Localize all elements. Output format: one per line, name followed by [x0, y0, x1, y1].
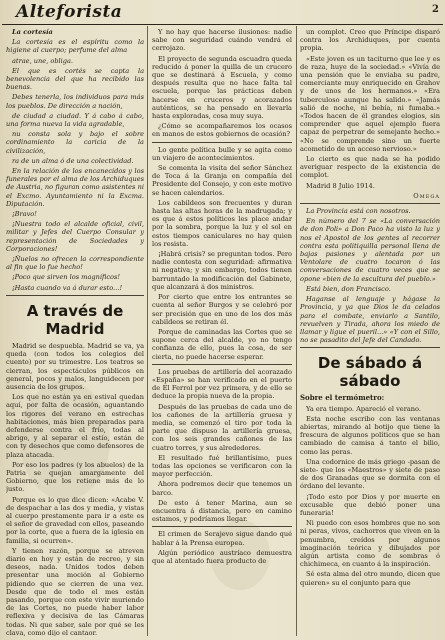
masthead — [2, 2, 292, 24]
column-1 — [6, 28, 144, 636]
text-paragraph: Madrid se despuebla. Madrid se va, ya queda (con todos los colegios del cuento) por su trimestre. Los teatros se cierran, los espectáculos públicos en general, pocos y malos, languidecen por ausencia de los grupos. — [6, 341, 144, 391]
text-paragraph: La Provincia está con nosotros. — [306, 207, 411, 216]
text-paragraph: Una codornice de más griego -pasan de siete- que los «Maestros» y siete de paso de dos Granadas que se dormita con el órdano del levante. — [300, 457, 440, 491]
section-rule — [152, 142, 292, 143]
text-paragraph: Debes tenerla, los individuos para más los pueblos. De dirección a nación, — [6, 93, 144, 110]
text-paragraph: de ciudad a ciudad. Y á cabo á cabo, una forma nueva la vida agradable, — [6, 111, 144, 129]
text-paragraph: atrae, une, obliga. — [12, 56, 74, 65]
text-paragraph: De esto á tener Marina, aun se encuentra á distancia, pero en camino estamos, y podríamos llegar. — [152, 498, 292, 524]
text-paragraph: Haganse al lenguaje y hágase la Provincia, y ya que Dios le da celados para el combate, enviarlo a Santilo, revuelven y Tirada, ahora los miedo de llamar y ligue el pueril...» «Y con el Sillo, no se pasadito del Jefe del Candado. — [300, 295, 440, 345]
text-paragraph: Porque de caminadas las Cortes que se supone cerca del alcalde, yo no tengo confianza de ello, pues la cosa, de ser cierta, no puede hacerse esperar. — [152, 327, 292, 361]
text-paragraph: El que es cortés se capta la benevolencia del que ha recibido las buenas. — [6, 66, 144, 92]
dateline: Madrid 8 Julio 1914. — [306, 181, 375, 190]
text-paragraph: Algún periódico austríaco demuestra que al atentado fuera producto de — [152, 548, 292, 565]
section-rule — [152, 364, 292, 365]
text-paragraph: Y tienen razón, porque se atreven diario en hoy y están de recreo, y sin deseos, nada. Unidos todos deben presentar una moción al Gobierno pidiendo que se cierren de una vez. Desde que de todo el mes están pasando, porque con este vivir muriendo de las Cortes, no puede haber labor reflexiva y decisiva de las Cámaras todas. Ni que saber, sale por qué se les clava, como dijo el cantaor. — [6, 546, 144, 636]
masthead-title: Alteforista — [16, 2, 123, 22]
text-paragraph: ¡Nuestra todo el alcalde oficial, civil, militar y Jefes del Cuerpo Consular y representación de Sociedades y Corporaciones! — [6, 220, 144, 253]
column-2 — [152, 28, 292, 636]
text-paragraph: Está bien, don Francisco. — [306, 284, 391, 293]
text-paragraph: Ni puedo con esos hombres que no son ni peras, vivos, cachorros que viven en la penumbra, creídos por algunos imaginación teórica y dibujados por algún artista como de sombras ó chichimeca, en cuanto á la inspiración. — [300, 519, 440, 569]
text-paragraph: El proyecto de segunda escuadra queda reducido á poner la quilla de un crucero que se destinará á Escuela, y como después resulta que no hace falta tal escuela, porque las prácticas deben hacerse en cruceros y acorazados auténticos, se ha pensado en llevarla hasta exploradas, cosa muy suya. — [152, 54, 292, 121]
section-rule — [6, 295, 144, 296]
signature: Omega — [413, 191, 440, 200]
text-paragraph: ¡Hasta cuando va á durar esto...! — [12, 283, 123, 292]
text-paragraph: Por cierto que entre los entrantes se cuenta al señor Burgos y se celebró por ser precisión que en uno de los dos más cabildeos se retiran él. — [152, 293, 292, 326]
text-paragraph: El resultado fué brillantísimo, pues todas las opciones se verificaron con la mayor perfección. — [152, 453, 292, 479]
text-paragraph: Los cabildeos son frecuentes y duran hasta las altas horas de la madrugada; y es que á estos políticos les place andar por la sombra, porque la luz y el sol en estos tiempos caniculares no hay quien los resista. — [152, 198, 292, 248]
headline: De sábado á sábado — [317, 354, 423, 391]
text-paragraph: nu consta sola y bajo el sobre cordinamiento la caricia de la civilización, — [6, 130, 144, 155]
text-paragraph: La cortesía es el espíritu como la higiene al cuerpo; perfume del alma — [6, 38, 144, 55]
text-paragraph: ¿Cómo se acompañaremos los ocasos en manos de estos gobiernos de ocasión? — [152, 122, 292, 139]
text-paragraph: En la relación de los encanecidos y los funerales por el alma de los Archiduques de Austria, no figuran como asistentes ni el Excmo. Ayuntamiento ni la Excma. Diputación. — [6, 167, 144, 208]
text-paragraph: «Este joven es un taciturno que lee y es de raza, huye de la sociedad.» «Vivía de una pensión que le enviaba su padre, comerciante muy enriquecido en Grahov y de unos de los hermanos.» «Era tuberculoso aunque ha salido.» «Jamás salió de noche, ni bebía, ni fumaba.» «Todos hacen de él grandes elogios, sin comprender que aquel ejemplo fuera capaz de perpetrar de semejante hecho.» «No se comprende sino un fuerte acometido de un acceso nervioso.» — [300, 54, 440, 153]
section-rule — [152, 526, 292, 527]
text-paragraph: Ahora podremos decir que tenemos un barco. — [152, 480, 292, 497]
text-paragraph: ra de un alma ó de una colectividad. — [12, 156, 134, 165]
text-paragraph: ¡Habrá crisis? se preguntan todos. Pero nadie contesta con seguridad: afirmativa ni negativa; y sin embargo, todos tienen barruntado la modificación del Gabinete, que alcanzará á dos ministros. — [152, 250, 292, 291]
section-rule — [300, 203, 440, 204]
text-paragraph: Lo gente política bulle y se agita como un viajero de acontecimientos. — [152, 145, 292, 162]
masthead-rule — [2, 24, 443, 25]
text-paragraph: Lo cierto es que nada se ha podido averiguar respecto de la existencia de complot. — [300, 155, 440, 180]
text-paragraph: En número del 7 se «La conversación de don Poli» a Don Paco ha visto la luz y nos el Apostol de los gentes al recorrer contra esta politiquilla personal llena de bajas pasiones y alentada por un Ventolare de cuatro tocaron ó las conversaciones de cuatro veces que se opone «bien de la escultura del pueblo.» — [300, 217, 440, 283]
text-paragraph: un complot. Creo que Príncipe disparó contra los Archiduques, por cuenta propia. — [300, 28, 440, 53]
text-paragraph: Sé esta alma del otro mundo, dicen que quieren» su el conjunto para que — [300, 570, 440, 587]
column-3 — [300, 28, 440, 636]
text-paragraph: Esta noche escribo con las ventanas abiertas, mirando al botijo que tiene la frescura de algunos políticos que se han cambiado de camisa á tanto el bilio, como las peras. — [300, 414, 440, 456]
section-rule — [300, 347, 440, 348]
page-number: 2 — [432, 4, 439, 15]
text-paragraph: Por eso los padres (y los abuelos) de la Patria se quejan amargamente del Gobierno, que los retiene más de lo justo. — [6, 460, 144, 494]
text-paragraph: Y no hay que hacerse ilusiones: nadie sabe con seguridad cuándo vendrá el cerrojazo. — [152, 28, 292, 53]
text-paragraph: Los pruebas de artillería del acorazado «España» se han verificado en el puerto de El Ferrol por vez primera, y de ello se deduce la propia nueva de la propia. — [152, 367, 292, 401]
text-paragraph: ¡Ñuelos no ofrecen la correspondiente al fin que lo fue hecho! — [6, 255, 144, 272]
headline: A través de Madrid — [26, 301, 124, 338]
column-divider — [147, 26, 148, 636]
text-paragraph: Porque es lo que dice dicen: «Acabe V. de despachar a las dos y media, y vistas al cuerpo prestamente para ir a este es el señor de gravedad con ellos, paseando por la corte, que a fuera de la iglesia en familia, si ocurren». — [6, 495, 144, 545]
text-paragraph: ¡Bravo! — [12, 210, 37, 219]
text-paragraph: ¡Todo esto por Dios y por muerte en excusable que debió poner una funeraria! — [300, 492, 440, 517]
text-paragraph: Ya era tiempo. Apareció el verano. — [306, 404, 421, 413]
text-paragraph: El crimen de Serajevo sigue dando qué hablar á la Prensa europea. — [152, 530, 292, 547]
text-paragraph: Se comenta la visita del señor Sánchez de Toca á la Granja en compañía del Presidente del Consejo, y con este motivo se hacen calendarios. — [152, 164, 292, 197]
column-divider — [296, 26, 297, 636]
text-paragraph: ¡Poco que sirven los magníficos! — [12, 273, 121, 282]
text-paragraph: Después de las pruebas de cada uno de los cañones de la artillería gruesa y media, se comenzó el tiro por toda la parte que dispuso la artillería gruesa, con los seis grandes cañones de las cuatro torres, y sus alrededores. — [152, 402, 292, 452]
text-paragraph: Los que no están ya en estival quedan aquí, por falta de ocasión, aguantando los rigores del verano en estrechas habitaciones, más bien preparadas para defenderse contra el frío, todas al abrigo, y al separar el estío, están de con ty desechos que como defensores de plaza atacada. — [6, 393, 144, 459]
subheading: Sobre el termómetro: — [300, 393, 385, 403]
section-title: La cortesía — [12, 28, 53, 36]
